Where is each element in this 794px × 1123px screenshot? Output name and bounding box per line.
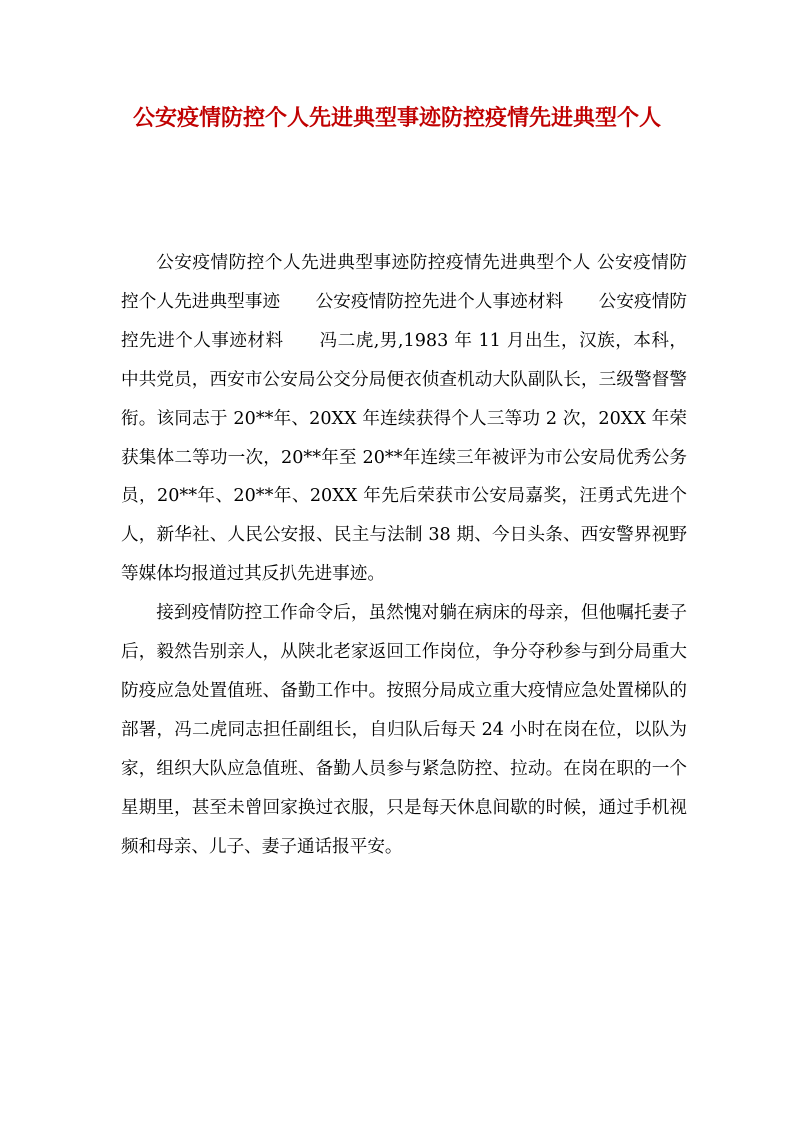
body-paragraph-2: 接到疫情防控工作命令后，虽然愧对躺在病床的母亲，但他嘱托妻子后，毅然告别亲人，从陕北老家返回工作岗位，争分夺秒参与到分局重大防疫应急处置值班、备勤工作中。按照分局成立重大疫情应急处置梯队的部署，冯二虎同志担任副组长，自归队后每天 24 小时在岗在位，以队为家，组织大队应急值班、备勤人员参与紧急防控、拉动。在岗在职的一个星期里，甚至未曾回家换过衣服，只是每天休息间歇的时候，通过手机视频和母亲、儿子、妻子通话报平安。 [121, 603, 687, 857]
document-body [121, 244, 687, 867]
document-title: 公安疫情防控个人先进典型事迹防控疫情先进典型个人 [132, 105, 661, 131]
body-paragraph-1: 公安疫情防控个人先进典型事迹防控疫情先进典型个人 公安疫情防控个人先进典型事迹 公安疫情防控先进个人事迹材料 公安疫情防控先进个人事迹材料 冯二虎,男,1983 年 11 月出生，汉族，本科，中共党员，西安市公安局公交分局便衣侦查机动大队副队长，三级警督警衔。该同志于 20**年、20XX 年连续获得个人三等功 2 次，20XX 年荣获集体二等功一次，20**年至 20**年连续三年被评为市公安局优秀公务员，20**年、20**年、20XX 年先后荣获市公安局嘉奖，汪勇式先进个人，新华社、人民公安报、民主与法制 38 期、今日头条、西安警界视野等媒体均报道过其反扒先进事迹。 [121, 253, 687, 585]
